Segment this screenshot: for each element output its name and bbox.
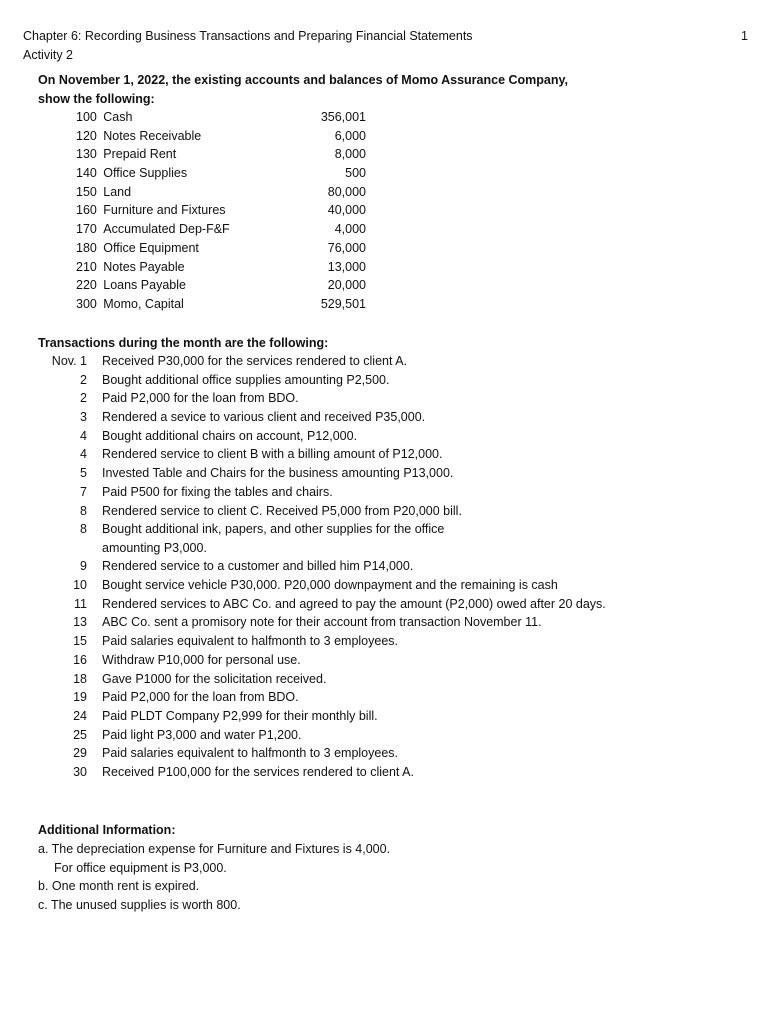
transaction-day: 8: [80, 503, 87, 518]
account-name: Prepaid Rent: [103, 147, 177, 162]
account-code: 140: [76, 166, 97, 181]
transaction-day: 18: [73, 671, 87, 686]
transaction-row: [38, 688, 738, 707]
account-balance: 40,000: [327, 203, 366, 218]
transaction-day: 7: [80, 484, 87, 499]
transaction-text: Received P30,000 for the services rendered to client A.: [102, 354, 408, 368]
account-name: Office Equipment: [103, 240, 199, 255]
transaction-row: [38, 595, 738, 614]
account-row: [76, 276, 366, 295]
transaction-row: [38, 613, 738, 632]
account-code: 170: [76, 222, 97, 237]
transaction-text: Rendered service to client B with a billing amount of P12,000.: [102, 447, 443, 462]
account-row: [76, 295, 366, 314]
account-row: [76, 201, 366, 220]
transaction-day: 24: [73, 708, 87, 723]
transaction-row: [38, 744, 738, 763]
intro-line: show the following:: [38, 91, 155, 106]
account-name: Notes Payable: [103, 259, 185, 274]
account-name: Loans Payable: [103, 278, 186, 293]
transaction-row: [38, 707, 738, 726]
transaction-day: 4: [80, 447, 87, 462]
transaction-row: [38, 520, 738, 557]
account-name: Accumulated Dep-F&F: [103, 222, 230, 237]
transaction-row: [38, 483, 738, 502]
transaction-text: Paid PLDT Company P2,999 for their monthly bill.: [102, 708, 378, 723]
transaction-row: [38, 371, 738, 390]
transaction-text: Paid salaries equivalent to halfmonth to 3 employees.: [102, 634, 399, 649]
transaction-day: 25: [73, 727, 87, 742]
additional-info-item: c. The unused supplies is worth 800.: [38, 898, 241, 913]
transaction-row: [38, 427, 738, 446]
account-code: 210: [76, 259, 97, 274]
transaction-text: Withdraw P10,000 for personal use.: [102, 652, 301, 667]
account-balance: 529,501: [320, 296, 366, 311]
account-row: [76, 108, 366, 127]
transaction-text: Gave P1000 for the solicitation received.: [102, 671, 327, 686]
additional-info-item: For office equipment is P3,000.: [54, 860, 227, 875]
transaction-day: 30: [73, 764, 87, 779]
additional-info-heading: Additional Information:: [38, 823, 176, 837]
account-balance: 13,000: [327, 259, 366, 274]
transaction-text: Bought additional office supplies amounting P2,500.: [102, 372, 390, 387]
account-code: 130: [76, 147, 97, 162]
transaction-row: [38, 651, 738, 670]
page-number: 1: [741, 29, 748, 43]
transaction-text: Rendered a sevice to various client and received P35,000.: [102, 410, 426, 425]
transaction-day: 2: [80, 372, 87, 387]
transaction-day: 10: [73, 578, 87, 593]
account-balance: 500: [345, 166, 366, 181]
account-balance: 80,000: [327, 184, 366, 199]
account-name: Office Supplies: [103, 166, 188, 181]
transaction-day: 11: [74, 596, 87, 611]
transaction-row: [38, 632, 738, 651]
account-balance: 6,000: [334, 128, 366, 143]
accounts-list: [76, 108, 366, 314]
account-balance: 8,000: [334, 147, 366, 162]
additional-info-list: [38, 840, 638, 915]
transaction-text: Paid P2,000 for the loan from BDO.: [102, 690, 299, 705]
chapter-title: Chapter 6: Recording Business Transactions and Preparing Financial Statements: [23, 29, 473, 43]
transaction-day: 9: [80, 559, 87, 574]
transaction-text: Rendered services to ABC Co. and agreed to pay the amount (P2,000) owed after 20 days.: [102, 596, 606, 611]
transaction-day: 29: [73, 746, 87, 761]
transactions-heading: Transactions during the month are the following:: [38, 336, 329, 350]
account-row: [76, 258, 366, 277]
transaction-day: 15: [73, 634, 87, 649]
intro-paragraph: [38, 71, 638, 108]
transaction-day: 2: [80, 391, 87, 406]
transaction-row: [38, 464, 738, 483]
transaction-row: [38, 726, 738, 745]
transaction-text: Paid P500 for fixing the tables and chairs.: [102, 484, 333, 499]
activity-label: Activity 2: [23, 48, 74, 62]
transaction-text: Bought additional chairs on account, P12,000.: [102, 428, 358, 443]
transaction-row: [38, 445, 738, 464]
account-code: 100: [76, 110, 97, 125]
account-name: Momo, Capital: [103, 296, 184, 311]
transaction-text: ABC Co. sent a promisory note for their account from transaction November 11.: [102, 615, 542, 630]
additional-info-item: a. The depreciation expense for Furniture and Fixtures is 4,000.: [38, 842, 391, 856]
additional-info-item: b. One month rent is expired.: [38, 879, 200, 894]
transaction-day: 4: [80, 428, 87, 443]
account-row: [76, 127, 366, 146]
transaction-row: [38, 557, 738, 576]
transaction-day: 8: [80, 522, 87, 537]
transaction-text: Rendered service to a customer and billed him P14,000.: [102, 559, 414, 574]
transaction-day: 16: [73, 652, 87, 667]
transaction-row: [38, 576, 738, 595]
account-code: 220: [76, 278, 97, 293]
transaction-text: Bought service vehicle P30,000. P20,000 downpayment and the remaining is cash: [102, 578, 558, 593]
transaction-text: Paid P2,000 for the loan from BDO.: [102, 391, 299, 406]
account-code: 160: [76, 203, 97, 218]
account-row: [76, 164, 366, 183]
account-row: [76, 239, 366, 258]
account-balance: 356,001: [320, 110, 366, 125]
transaction-row: [38, 670, 738, 689]
transaction-text: Received P100,000 for the services rendered to client A.: [102, 764, 414, 779]
transaction-day: 13: [73, 615, 87, 630]
account-row: [76, 220, 366, 239]
transactions-list: [38, 352, 738, 782]
account-code: 120: [76, 128, 97, 143]
account-name: Notes Receivable: [103, 128, 202, 143]
transaction-row: [38, 352, 738, 371]
account-name: Land: [103, 184, 132, 199]
account-name: Cash: [103, 110, 133, 125]
transaction-row: [38, 408, 738, 427]
transaction-text: Paid light P3,000 and water P1,200.: [102, 727, 302, 742]
page-header: [23, 27, 748, 46]
account-code: 150: [76, 184, 97, 199]
account-balance: 76,000: [327, 240, 366, 255]
transaction-day: 19: [73, 690, 87, 705]
account-balance: 20,000: [327, 278, 366, 293]
account-balance: 4,000: [334, 222, 366, 237]
transaction-text: Bought additional ink, papers, and other supplies for the office amounting P3,000.: [102, 522, 445, 555]
intro-line: On November 1, 2022, the existing accounts and balances of Momo Assurance Company,: [38, 73, 569, 87]
transaction-text: Rendered service to client C. Received P5,000 from P20,000 bill.: [102, 503, 462, 518]
transaction-row: [38, 502, 738, 521]
transaction-text: Invested Table and Chairs for the business amounting P13,000.: [102, 466, 454, 481]
account-code: 300: [76, 296, 97, 311]
transaction-text: Paid salaries equivalent to halfmonth to 3 employees.: [102, 746, 399, 761]
transaction-row: [38, 389, 738, 408]
account-row: [76, 145, 366, 164]
transaction-day: 5: [80, 466, 87, 481]
transaction-day: Nov. 1: [51, 354, 87, 368]
account-row: [76, 183, 366, 202]
transaction-row: [38, 763, 738, 782]
account-name: Furniture and Fixtures: [103, 203, 226, 218]
account-code: 180: [76, 240, 97, 255]
transaction-day: 3: [80, 410, 87, 425]
